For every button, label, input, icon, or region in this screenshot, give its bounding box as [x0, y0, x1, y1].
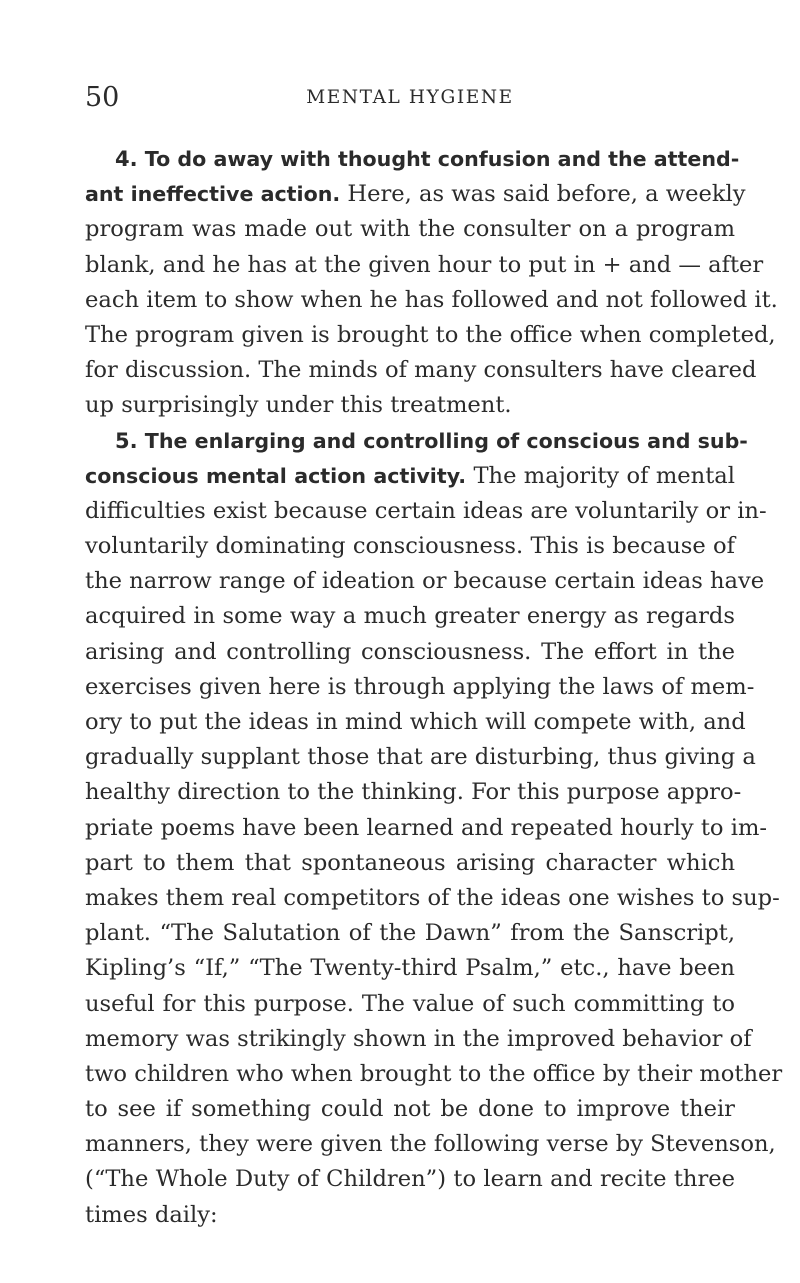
section-5-line: two children who when brought to the office by their mother — [85, 1060, 783, 1087]
section-5-line — [85, 459, 735, 494]
section-5-heading-part2: conscious mental action activity. — [85, 463, 467, 488]
page-header — [85, 78, 735, 118]
section-5-line: arising and controlling consciousness. The effort in the — [85, 638, 735, 665]
section-5-line: gradually supplant those that are disturbing, thus giving a — [85, 744, 756, 771]
section-5-line: healthy direction to the thinking. For this purpose appro- — [85, 779, 742, 806]
section-5-line: difficulties exist because certain ideas are voluntarily or in- — [85, 497, 767, 524]
section-4-heading-part1: To do away with thought confusion and the attend- — [144, 147, 740, 171]
section-5-line2-text: The majority of mental — [466, 462, 735, 489]
section-5-line: times daily: — [85, 1201, 218, 1228]
section-4-line: up surprisingly under this treatment. — [85, 392, 512, 419]
section-5-line: voluntarily dominating consciousness. This is because of — [85, 533, 735, 560]
section-4-line: for discussion. The minds of many consulters have cleared — [85, 357, 757, 384]
section-4-heading-line — [85, 142, 740, 177]
body-text — [85, 142, 783, 1233]
section-5-heading-part1: The enlarging and controlling of conscious and sub- — [144, 428, 748, 453]
section-4-line — [85, 177, 746, 212]
section-5-line: acquired in some way a much greater energy as regards — [85, 603, 735, 630]
section-5-number: 5. — [115, 428, 138, 453]
section-5-line: the narrow range of ideation or because certain ideas have — [85, 568, 765, 595]
section-5-line: useful for this purpose. The value of such committing to — [85, 990, 735, 1017]
section-5-line: part to them that spontaneous arising character which — [85, 849, 735, 876]
section-5-line: (“The Whole Duty of Children”) to learn and recite three — [85, 1166, 735, 1193]
section-5-heading-line — [85, 424, 748, 459]
section-4-number: 4. — [115, 147, 138, 171]
section-4-line2-text: Here, as was said before, a weekly — [340, 181, 746, 208]
section-5-line: Kipling’s “If,” “The Twenty-third Psalm,” etc., have been — [85, 955, 735, 982]
section-4-line: program was made out with the consulter on a program — [85, 216, 735, 243]
section-4-line: The program given is brought to the office when completed, — [85, 321, 776, 348]
section-4-line: blank, and he has at the given hour to put in + and — after — [85, 251, 764, 278]
running-head: MENTAL HYGIENE — [306, 87, 514, 108]
section-5-line: memory was strikingly shown in the improved behavior of — [85, 1025, 752, 1052]
section-5-line: to see if something could not be done to improve their — [85, 1096, 735, 1123]
page-number: 50 — [85, 82, 120, 113]
section-4-line: each item to show when he has followed and not followed it. — [85, 286, 778, 313]
section-5-line: makes them real competitors of the ideas one wishes to sup- — [85, 884, 780, 911]
section-5-line: ory to put the ideas in mind which will compete with, and — [85, 709, 746, 735]
section-5-line: plant. “The Salutation of the Dawn” from the Sanscript, — [85, 920, 735, 947]
section-5-line: exercises given here is through applying the laws of mem- — [85, 673, 755, 700]
section-5-line: priate poems have been learned and repeated hourly to im- — [85, 814, 768, 841]
section-4-heading-part2: ant ineffective action. — [85, 182, 341, 207]
section-5-line: manners, they were given the following verse by Stevenson, — [85, 1131, 776, 1158]
